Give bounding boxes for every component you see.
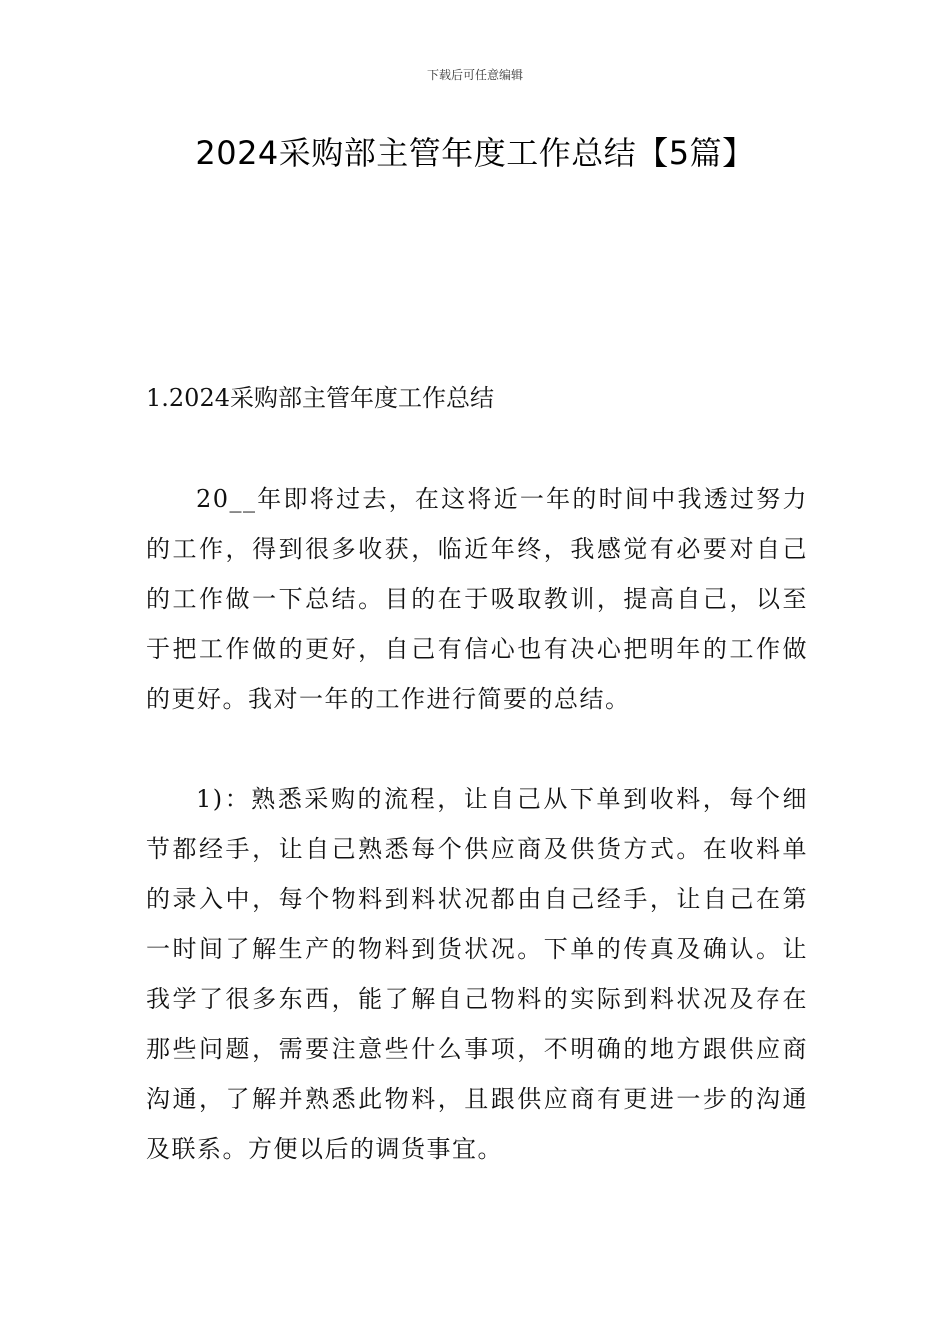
- document-title: 2024采购部主管年度工作总结【5篇】: [195, 134, 755, 172]
- body-paragraph-2: 1)：熟悉采购的流程，让自己从下单到收料，每个细节都经手，让自己熟悉每个供应商及供货方式。在收料单的录入中，每个物料到料状况都由自己经手，让自己在第一时间了解生产的物料到货状况。下单的传真及确认。让我学了很多东西，能了解自己物料的实际到料状况及存在那些问题，需要注意些什么事项，不明确的地方跟供应商沟通，了解并熟悉此物料，且跟供应商有更进一步的沟通及联系。方便以后的调货事宜。: [146, 785, 808, 1163]
- header-note: 下载后可任意编辑: [426, 68, 523, 82]
- body-paragraph-1: 20__年即将过去，在这将近一年的时间中我透过努力的工作，得到很多收获，临近年终，我感觉有必要对自己的工作做一下总结。目的在于吸取教训，提高自己，以至于把工作做的更好，自己有信心也有决心把明年的工作做的更好。我对一年的工作进行简要的总结。: [146, 485, 808, 713]
- section-heading: 1.2024采购部主管年度工作总结: [146, 384, 494, 412]
